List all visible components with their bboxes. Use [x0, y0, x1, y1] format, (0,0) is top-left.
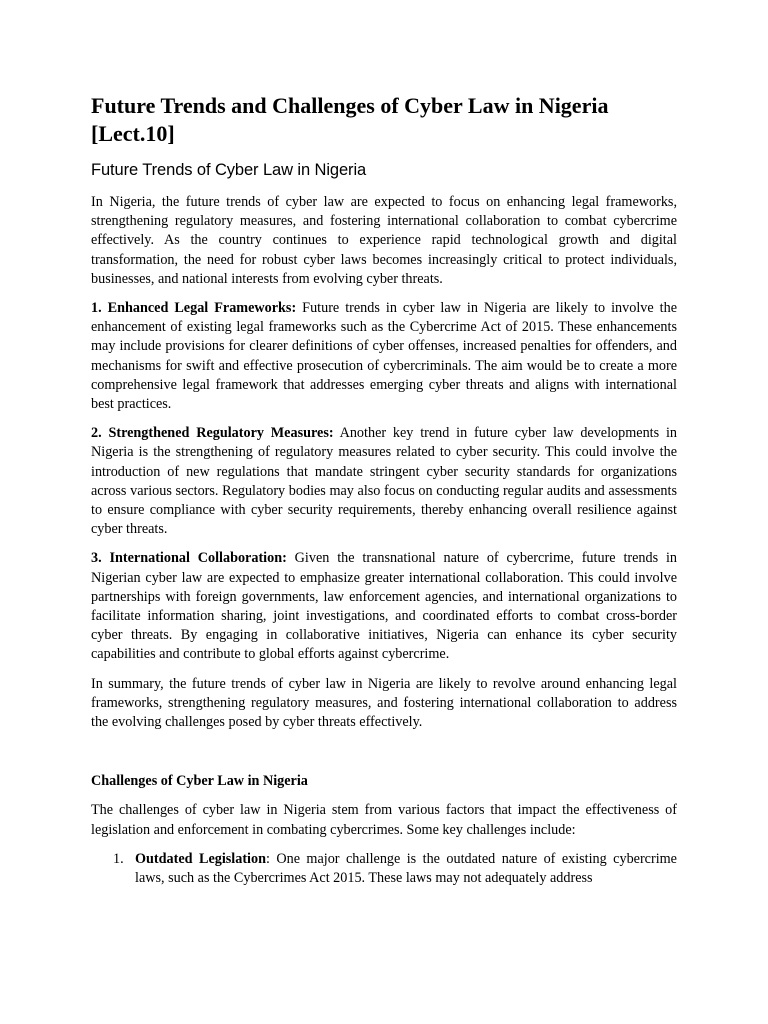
challenge-text: : One major challenge is the outdated nature of existing cybercrime laws, such as the Cybercrimes Act 2015. These laws may not adequately address: [135, 850, 677, 887]
trend-text: Another key trend in future cyber law developments in Nigeria is the strengthening of regulatory measures related to cyber security. This could involve the introduction of new regulations that mandate stringent cyber security standards for organizations across various sectors. Regulatory bodies may also focus on conducting regular audits and assessments to ensure compliance with cyber security requirements, thereby enhancing overall resilience against cyber threats.: [91, 425, 677, 538]
trend-lead: 1. Enhanced Legal Frameworks:: [91, 300, 297, 317]
document-title: Future Trends and Challenges of Cyber Law in Nigeria [Lect.10]: [91, 93, 609, 146]
trend-paragraph-international-collaboration: [91, 549, 677, 664]
trend-text: Given the transnational nature of cybercrime, future trends in Nigerian cyber law are expected to emphasize greater international collaboration. This could involve partnerships with foreign governments, law enforcement agencies, and international organizations to facilitate information sharing, joint investigations, and coordinated efforts to combat cross-border cyber threats. By engaging in collaborative initiatives, Nigeria can enhance its cyber security capabilities and contribute to global efforts against cybercrime.: [91, 550, 678, 663]
summary-paragraph: In summary, the future trends of cyber law in Nigeria are likely to revolve around enhancing legal frameworks, strengthening regulatory measures, and fostering international collaboration to address the evolving challenges posed by cyber threats effectively.: [91, 675, 677, 731]
trend-paragraph-regulatory-measures: [91, 424, 677, 539]
trend-text: Future trends in cyber law in Nigeria are likely to involve the enhancement of existing legal frameworks such as the Cybercrime Act of 2015. These enhancements may include provisions for clearer definitions of cyber offenses, increased penalties for offenders, and mechanisms for swift and effective prosecution of cybercriminals. The aim would be to create a more comprehensive legal framework that addresses emerging cyber threats and aligns with international best practices.: [91, 300, 677, 413]
challenges-intro-paragraph: The challenges of cyber law in Nigeria stem from various factors that impact the effectiveness of legislation and enforcement in combating cybercrimes. Some key challenges include:: [91, 802, 677, 838]
section-heading-challenges: Challenges of Cyber Law in Nigeria: [91, 773, 308, 790]
section-spacer: [91, 742, 677, 772]
document-page: [91, 92, 677, 888]
trend-lead: 2. Strengthened Regulatory Measures:: [91, 425, 334, 442]
trend-lead: 3. International Collaboration:: [91, 550, 287, 567]
intro-paragraph: In Nigeria, the future trends of cyber law are expected to focus on enhancing legal frameworks, strengthening regulatory measures, and fostering international collaboration to combat cybercrime effectively. As the country continues to experience rapid technological growth and digital transformation, the need for robust cyber laws becomes increasingly critical to protect individuals, businesses, and national interests from evolving cyber threats.: [91, 194, 677, 287]
list-item-number: 1.: [113, 850, 124, 867]
section-heading-future-trends: Future Trends of Cyber Law in Nigeria: [91, 161, 367, 179]
trend-paragraph-legal-frameworks: [91, 299, 677, 414]
challenge-lead: Outdated Legislation: [135, 850, 266, 867]
challenges-list: [91, 850, 677, 888]
list-item: [91, 850, 677, 888]
